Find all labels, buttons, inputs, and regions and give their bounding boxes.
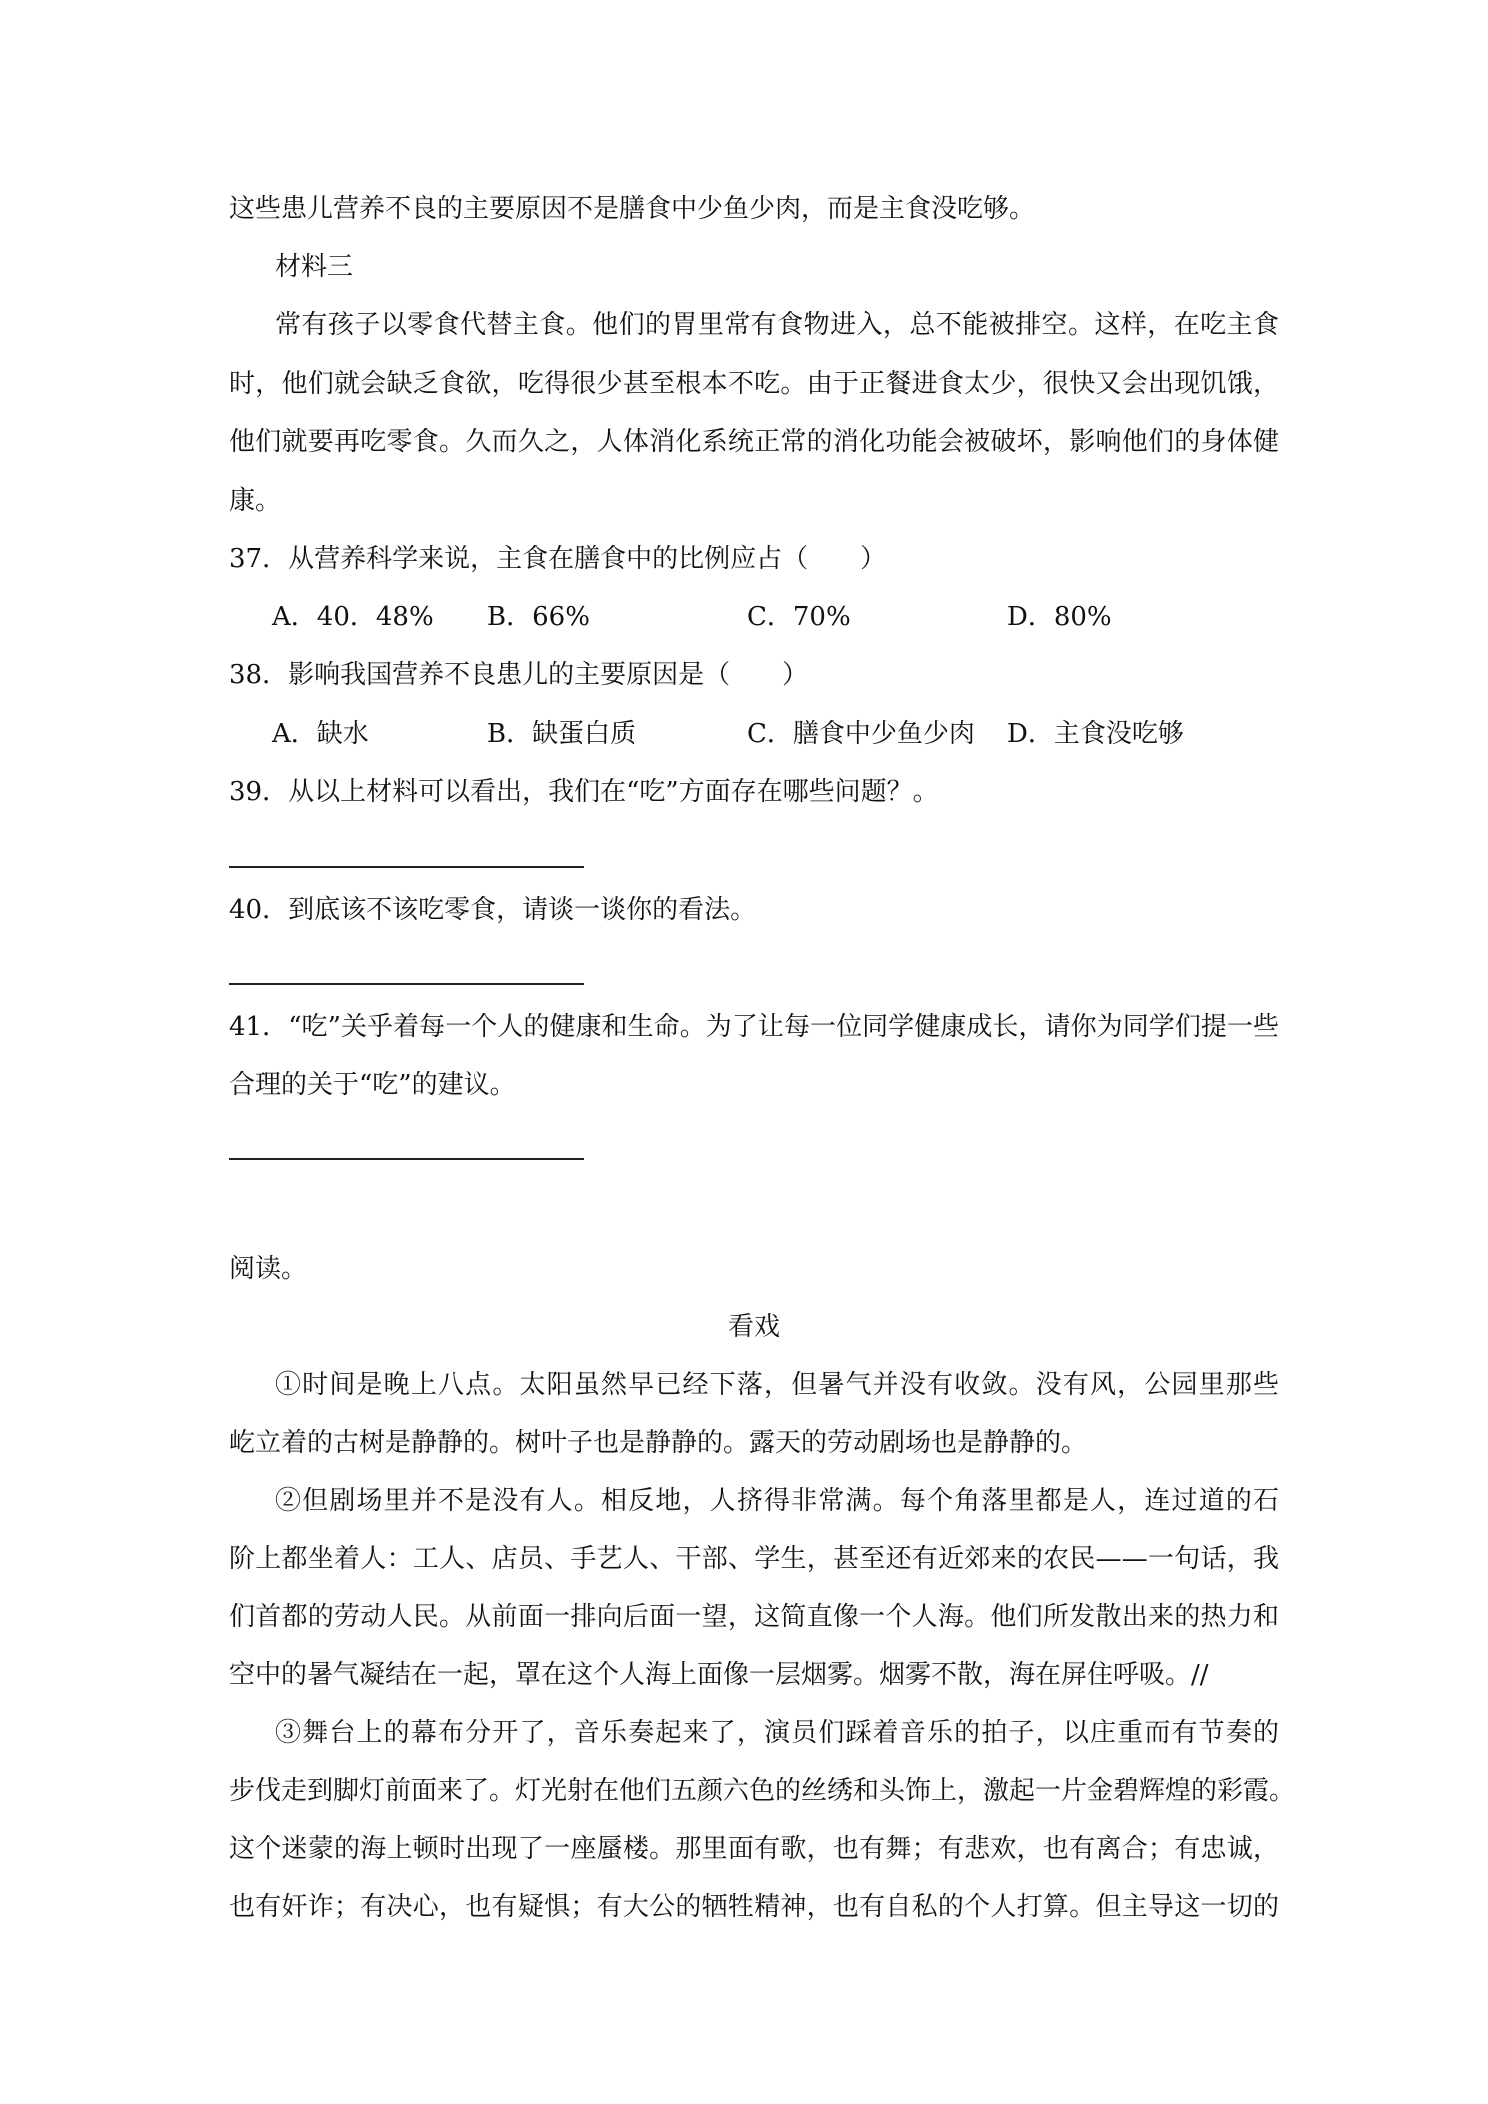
reading-title: 看戏 [727,1312,780,1342]
question-41-stem-line1: 41．“吃”关乎着每一个人的健康和生命。为了让每一位同学健康成长，请你为同学们提一些 [229,1012,1279,1042]
question-37-stem: 37．从营养科学来说，主食在膳食中的比例应占（ ） [229,544,887,574]
material-three-line: 常有孩子以零食代替主食。他们的胃里常有食物进入，总不能被排空。这样，在吃主食 [275,310,1279,340]
reading-paragraph-line: 阶上都坐着人：工人、店员、手艺人、干部、学生，甚至还有近郊来的农民——一句话，我 [229,1544,1279,1574]
reading-prompt: 阅读。 [229,1254,308,1284]
reading-paragraph-line: 也有奸诈；有决心，也有疑惧；有大公的牺牲精神，也有自私的个人打算。但主导这一切的 [229,1892,1279,1922]
option-c: C．膳食中少鱼少肉 [747,719,975,749]
option-b: B．66% [487,602,590,632]
answer-line-39 [229,866,584,868]
reading-paragraph-line: ②但剧场里并不是没有人。相反地，人挤得非常满。每个角落里都是人，连过道的石 [275,1486,1279,1516]
material-three-heading: 材料三 [275,252,354,282]
option-a: A．40．48% [272,602,434,632]
option-c: C．70% [747,602,851,632]
question-38-options [272,717,1282,751]
answer-line-40 [229,983,584,985]
option-b: B．缺蛋白质 [487,719,637,749]
reading-paragraph-line: 这个迷蒙的海上顿时出现了一座蜃楼。那里面有歌，也有舞；有悲欢，也有离合；有忠诚， [229,1834,1279,1864]
question-40-stem: 40．到底该不该吃零食，请谈一谈你的看法。 [229,895,757,925]
option-d: D．80% [1007,602,1112,632]
question-37-options [272,600,1282,634]
answer-line-41 [229,1158,584,1160]
reading-paragraph-line: 们首都的劳动人民。从前面一排向后面一望，这简直像一个人海。他们所发散出来的热力和 [229,1602,1279,1632]
material-two-tail-line: 这些患儿营养不良的主要原因不是膳食中少鱼少肉，而是主食没吃够。 [229,194,1036,224]
reading-paragraph-line: ③舞台上的幕布分开了，音乐奏起来了，演员们踩着音乐的拍子，以庄重而有节奏的 [275,1718,1279,1748]
question-39-stem: 39．从以上材料可以看出，我们在“吃”方面存在哪些问题？。 [229,777,939,807]
reading-paragraph-line: 步伐走到脚灯前面来了。灯光射在他们五颜六色的丝绣和头饰上，激起一片金碧辉煌的彩霞。 [229,1776,1296,1806]
reading-paragraph-line: 屹立着的古树是静静的。树叶子也是静静的。露天的劳动剧场也是静静的。 [229,1428,1088,1458]
question-38-stem: 38．影响我国营养不良患儿的主要原因是（ ） [229,660,809,690]
option-a: A．缺水 [272,719,369,749]
reading-paragraph-line: 空中的暑气凝结在一起，罩在这个人海上面像一层烟雾。烟雾不散，海在屏住呼吸。// [229,1660,1209,1690]
reading-paragraph-line: ①时间是晚上八点。太阳虽然早已经下落，但暑气并没有收敛。没有风，公园里那些 [275,1370,1279,1400]
question-41-stem-line2: 合理的关于“吃”的建议。 [229,1070,516,1100]
material-three-line: 他们就要再吃零食。久而久之，人体消化系统正常的消化功能会被破坏，影响他们的身体健 [229,427,1279,457]
material-three-line: 康。 [229,486,282,516]
option-d: D．主食没吃够 [1007,719,1184,749]
material-three-line: 时，他们就会缺乏食欲，吃得很少甚至根本不吃。由于正餐进食太少，很快又会出现饥饿， [229,369,1279,399]
